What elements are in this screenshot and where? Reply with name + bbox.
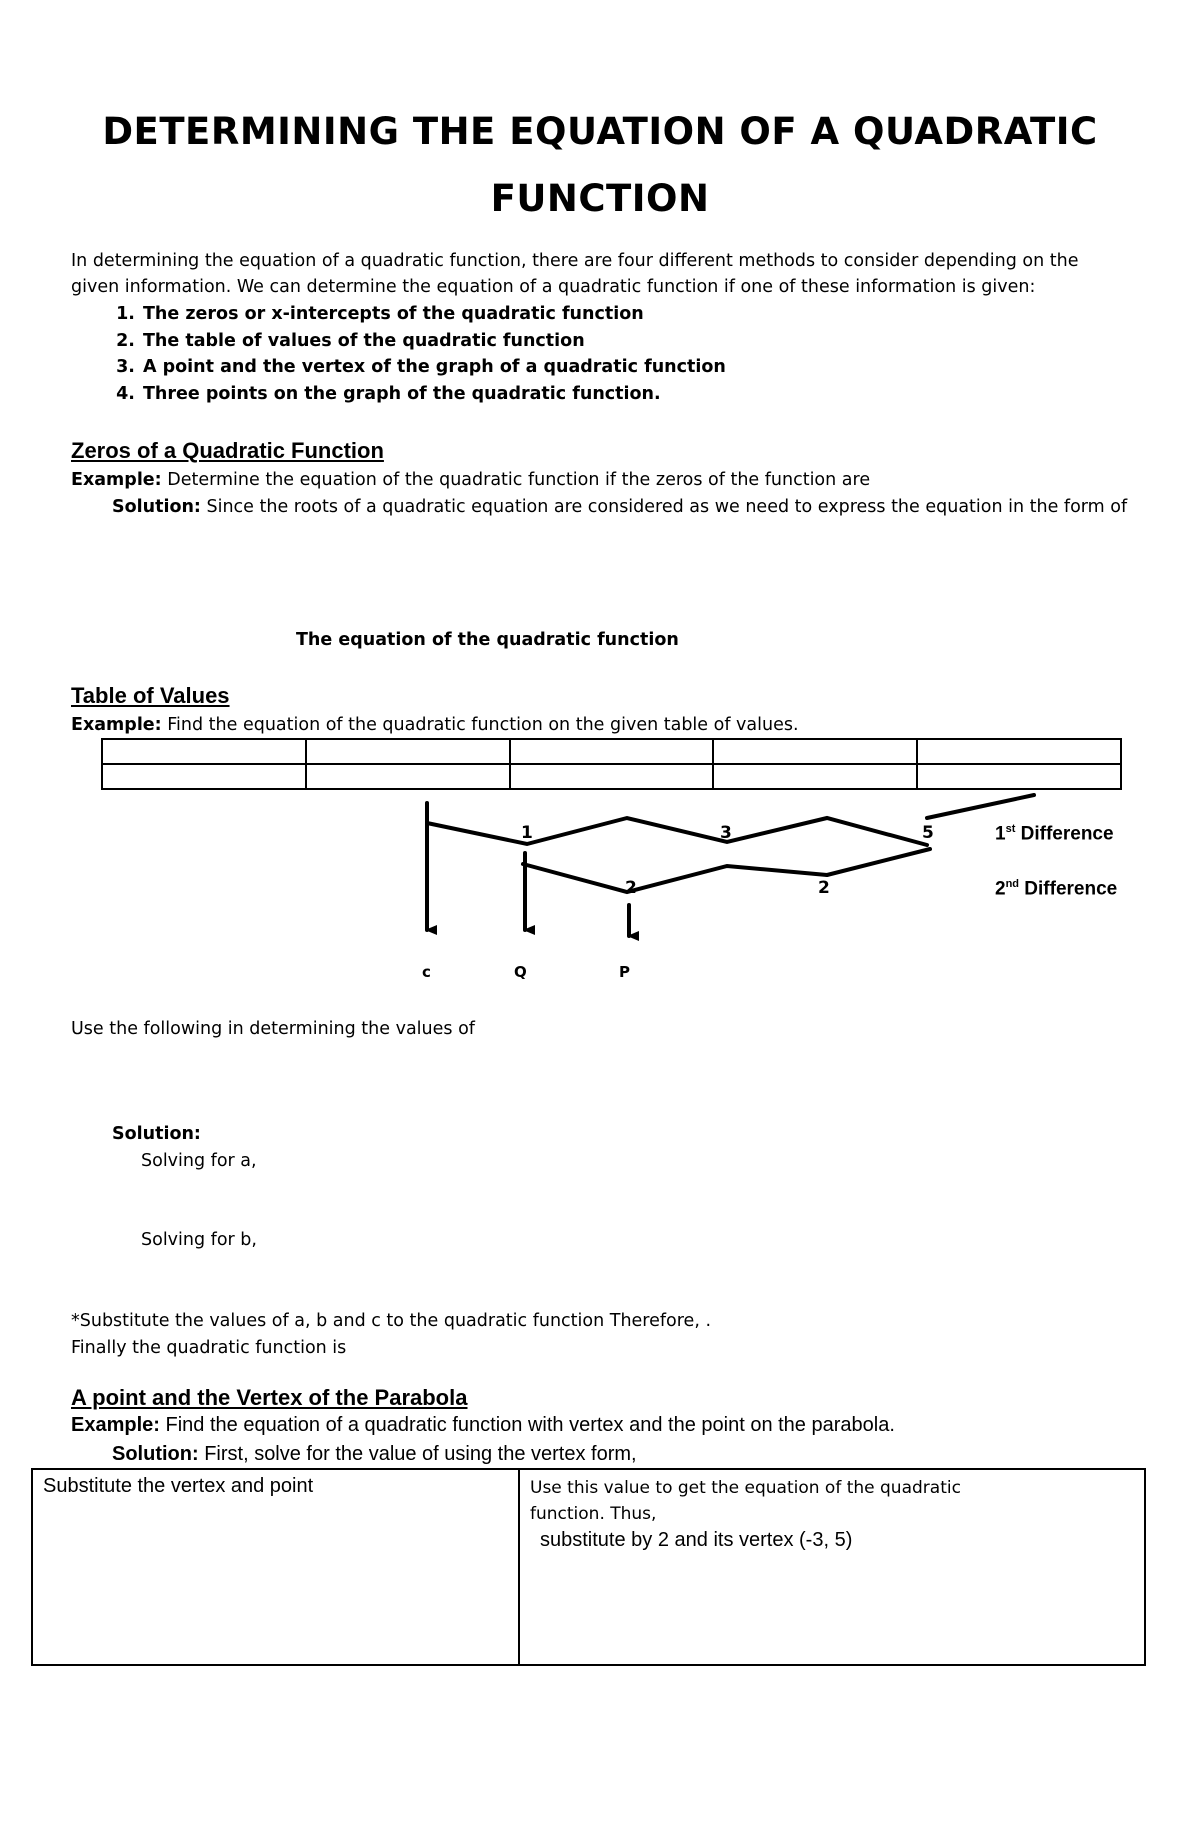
table-cell-right: [519, 1469, 1145, 1665]
example-text: Determine the equation of the quadratic function if the zeros of the function are: [161, 470, 871, 490]
first-diff-value: 5: [922, 823, 934, 843]
finally-text: Finally the quadratic function is: [71, 1338, 347, 1358]
cell-text: substitute by 2 and its vertex (-3, 5): [540, 1529, 853, 1551]
zeros-conclusion: The equation of the quadratic function: [296, 630, 679, 650]
second-difference-tail: [827, 849, 930, 875]
page-title-line-2: FUNCTION: [490, 177, 710, 220]
example-label: Example:: [71, 715, 162, 735]
example-text: Find the equation of a quadratic function with vertex and the point on the parabola.: [159, 1414, 895, 1436]
first-difference-line: [427, 818, 927, 845]
cell-text: Use this value to get the equation of the quadratic: [530, 1478, 961, 1498]
intro-paragraph: In determining the equation of a quadratic function, there are four different methods to consider depending on the given information. We can determine the equation of a quadratic function if one of these information is given:: [71, 251, 1079, 297]
method-item: 4. Three points on the graph of the quadratic function.: [141, 381, 726, 408]
solution-text: First, solve for the value of using the vertex form,: [198, 1443, 637, 1465]
method-item: 1. The zeros or x-intercepts of the quadratic function: [141, 301, 726, 328]
second-diff-value: 2: [625, 878, 637, 898]
solution-label: Solution:: [112, 1124, 201, 1144]
cell-text: function. Thus,: [530, 1504, 657, 1524]
first-difference-label: 1st Difference: [995, 823, 1114, 845]
example-text: Find the equation of the quadratic function on the given table of values.: [161, 715, 799, 735]
page-title-line-1: DETERMINING THE EQUATION OF A QUADRATIC: [102, 110, 1098, 153]
solving-for-a: Solving for a,: [141, 1151, 257, 1171]
vertex-solution-table: [31, 1468, 1146, 1666]
first-diff-value: 3: [720, 823, 732, 843]
use-following-text: Use the following in determining the values of: [71, 1019, 475, 1039]
solution-label: Solution:: [112, 497, 201, 517]
vertex-solution: [112, 1443, 637, 1466]
second-difference-line: [523, 864, 827, 892]
second-diff-value: 2: [818, 878, 830, 898]
table-values-heading: Table of Values: [71, 683, 230, 708]
second-difference-label: 2nd Difference: [995, 878, 1118, 900]
example-label: Example:: [71, 1414, 160, 1436]
solving-for-b: Solving for b,: [141, 1230, 257, 1250]
table-row: [32, 1469, 1145, 1665]
solution-label: Solution:: [112, 1443, 199, 1465]
solution-text: Since the roots of a quadratic equation are considered as we need to express the equation in the form of: [200, 497, 1128, 517]
vertex-heading: A point and the Vertex of the Parabola: [71, 1385, 468, 1410]
method-item: 3. A point and the vertex of the graph of a quadratic function: [141, 354, 726, 381]
first-difference-tail: [927, 795, 1034, 818]
cell-text: Substitute the vertex and point: [43, 1475, 314, 1497]
symbol-p: P: [619, 963, 630, 981]
first-diff-value: 1: [521, 823, 533, 843]
vertex-example: [71, 1414, 895, 1437]
substitute-text: *Substitute the values of a, b and c to the quadratic function Therefore, .: [71, 1311, 712, 1331]
table-cell-left: [32, 1469, 519, 1665]
example-label: Example:: [71, 470, 162, 490]
symbol-q: Q: [514, 963, 527, 981]
zeros-heading: Zeros of a Quadratic Function: [71, 438, 384, 463]
symbol-c: c: [422, 963, 431, 981]
method-item: 2. The table of values of the quadratic function: [141, 328, 726, 355]
